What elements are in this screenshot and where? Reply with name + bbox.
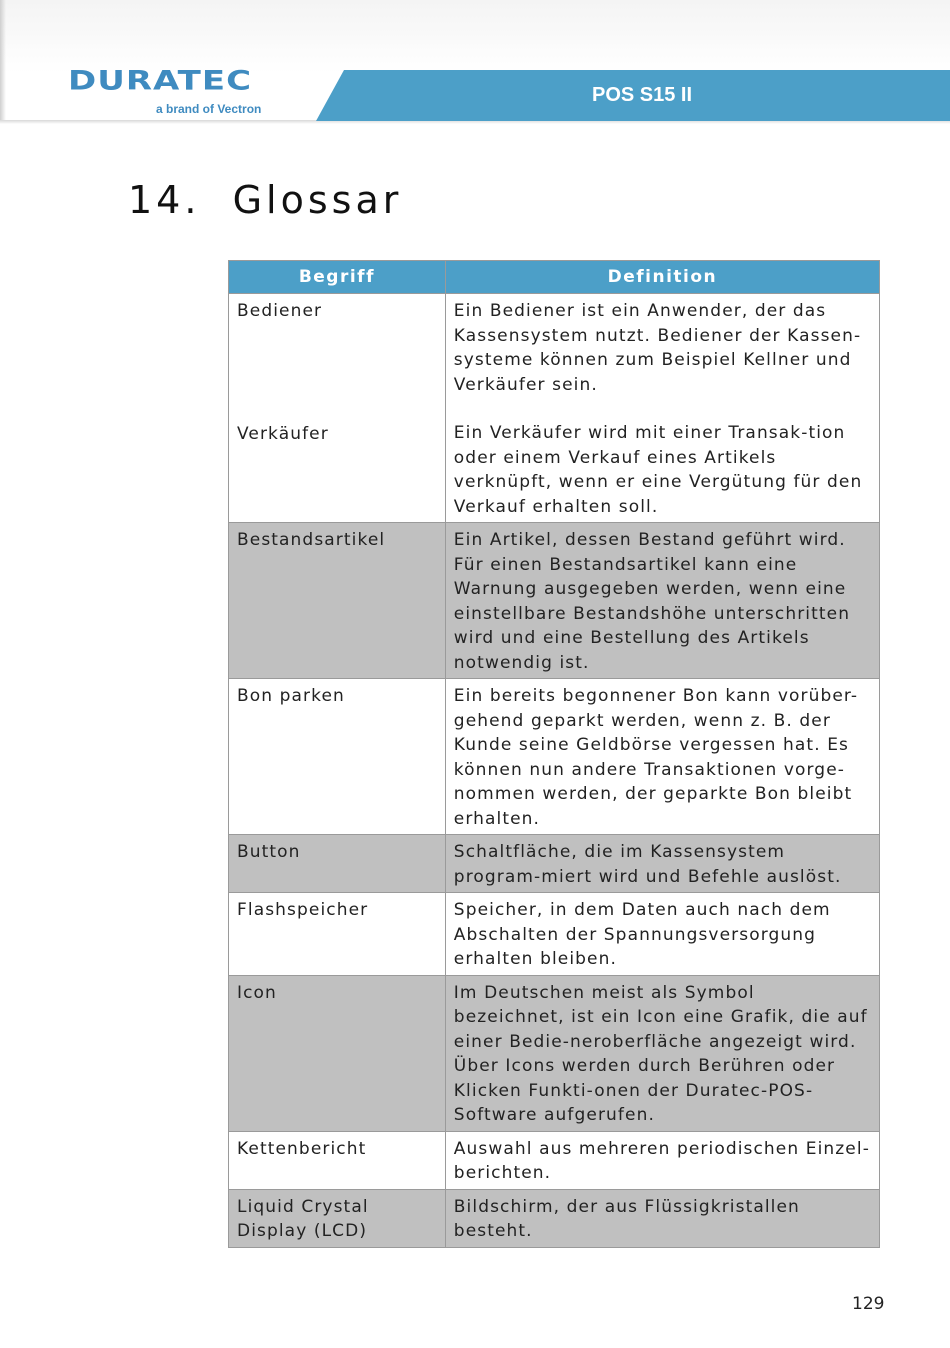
- table-row: [229, 294, 880, 523]
- chapter-heading: [128, 178, 402, 222]
- term-cell: Flashspeicher: [229, 893, 446, 976]
- table-row: [229, 835, 880, 893]
- column-header-term: Begriff: [229, 261, 446, 294]
- table-row: [229, 523, 880, 679]
- duratec-logo: [68, 66, 298, 118]
- definition-cell: Bildschirm, der aus Flüssigkristallen besteht.: [445, 1189, 879, 1247]
- term-cell: Button: [229, 835, 446, 893]
- glossary-table: [228, 260, 880, 1248]
- column-header-definition: Definition: [445, 261, 879, 294]
- definition-cell: Speicher, in dem Daten auch nach dem Abschalten der Spannungsversorgung erhalten bleiben.: [445, 893, 879, 976]
- term-cell: [229, 294, 446, 523]
- term-cell: Bon parken: [229, 679, 446, 835]
- definition-cell: Ein bereits begonnener Bon kann vorüber-gehend geparkt werden, wenn z. B. der Kunde seine Geldbörse vergessen hat. Es können nun andere Transaktionen vorge-nommen werden, der geparkte Bon bleibt erhalten.: [445, 679, 879, 835]
- definition-verkaeufer: Ein Verkäufer wird mit einer Transak-tion oder einem Verkauf eines Artikels verknüpft, wenn er eine Vergütung für den Verkauf erhalten soll.: [453, 423, 863, 517]
- chapter-title: Glossar: [232, 178, 403, 222]
- definition-cell: Im Deutschen meist als Symbol bezeichnet, ist ein Icon eine Grafik, die auf einer Bedie-neroberfläche angezeigt wird. Über Icons werden durch Berühren oder Klicken Funkti-onen der Duratec-POS-Software aufgerufen.: [445, 975, 879, 1131]
- table-row: [229, 893, 880, 976]
- logo-wordmark: DURATEC: [68, 65, 253, 97]
- table-row: [229, 975, 880, 1131]
- term-bediener: Bediener: [237, 301, 323, 321]
- logo-tagline: a brand of Vectron: [156, 102, 262, 116]
- definition-cell: [445, 294, 879, 523]
- chapter-number: 14.: [128, 178, 201, 222]
- term-cell: Icon: [229, 975, 446, 1131]
- table-header-row: [229, 261, 880, 294]
- term-cell: Liquid Crystal Display (LCD): [229, 1189, 446, 1247]
- table-row: [229, 1189, 880, 1247]
- product-title: POS S15 II: [592, 84, 693, 106]
- definition-bediener: Ein Bediener ist ein Anwender, der das Kassensystem nutzt. Bediener der Kassen-systeme können zum Beispiel Kellner und Verkäufer sein.: [453, 301, 862, 395]
- page-edge-shadow: [0, 0, 6, 122]
- page-number: 129: [852, 1294, 885, 1314]
- term-cell: Kettenbericht: [229, 1131, 446, 1189]
- term-verkaeufer: Verkäufer: [237, 423, 329, 444]
- definition-cell: Ein Artikel, dessen Bestand geführt wird. Für einen Bestandsartikel kann eine Warnung ausgegeben werden, wenn eine einstellbare Bestandshöhe unterschritten wird und eine Bestellung des Artikels notwendig ist.: [445, 523, 879, 679]
- term-cell: Bestandsartikel: [229, 523, 446, 679]
- table-row: [229, 1131, 880, 1189]
- table-row: [229, 679, 880, 835]
- definition-cell: Schaltfläche, die im Kassensystem program-miert wird und Befehle auslöst.: [445, 835, 879, 893]
- definition-cell: Auswahl aus mehreren periodischen Einzel-berichten.: [445, 1131, 879, 1189]
